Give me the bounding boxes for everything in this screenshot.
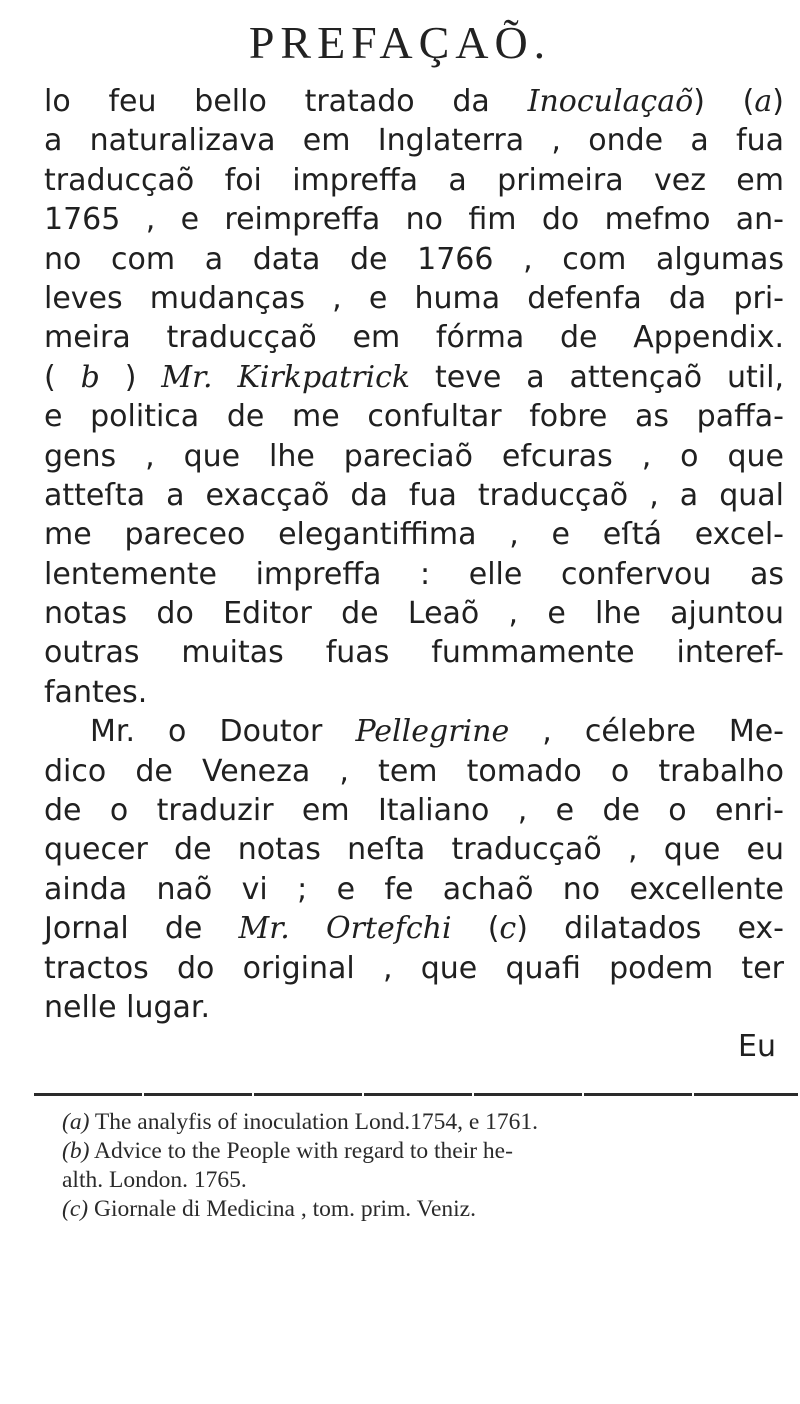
footnote-text: Advice to the People with regard to their he-	[89, 1138, 513, 1164]
footnote-text: alth. London. 1765.	[62, 1167, 247, 1193]
footnote-ref-a: a	[754, 84, 773, 119]
text-line	[44, 712, 784, 751]
footnote-mark: (a)	[62, 1109, 90, 1135]
person-name: Mr. Ortefchi	[238, 911, 452, 947]
text-line: gens , que lhe pareciaõ efcuras , o que	[44, 438, 784, 474]
text-line: me pareceo elegantiffima , e eſtá excel-	[44, 517, 784, 553]
text-run: Jornal de	[44, 911, 239, 947]
text-run: (	[451, 911, 500, 947]
text-line: a naturalizava em Inglaterra , onde a fua	[44, 123, 784, 159]
footnote	[62, 1137, 792, 1166]
text-line: dico de Veneza , tem tomado o trabalho	[44, 753, 784, 789]
catchword: Eu	[738, 1029, 776, 1065]
text-line	[44, 358, 784, 397]
footnote-mark: (b)	[62, 1138, 90, 1164]
text-line: fantes.	[44, 674, 148, 710]
person-name: Pellegrine	[355, 714, 510, 750]
footnotes	[62, 1108, 792, 1224]
text-run: )	[99, 359, 162, 395]
text-line: leves mudanças , e huma defenfa da pri-	[44, 280, 784, 316]
footnote-ref-b: b	[80, 359, 100, 395]
text-line: nelle lugar.	[44, 989, 211, 1025]
footnote	[62, 1108, 792, 1137]
person-name: Mr. Kirkpatrick	[161, 359, 411, 395]
running-head: PREFAÇAÕ.	[248, 17, 552, 68]
text-line: de o traduzir em Italiano , e de o enri-	[44, 793, 784, 829]
footnote	[62, 1195, 792, 1224]
text-run: lo feu bello tratado da	[44, 84, 528, 119]
body-text	[44, 82, 784, 1067]
text-run: ) (	[693, 84, 755, 119]
footnote-rule	[34, 1093, 798, 1096]
text-line	[44, 909, 784, 948]
text-line: ainda naõ vi ; e fe achaõ no excellente	[44, 871, 784, 907]
text-line: notas do Editor de Leaõ , e lhe ajuntou	[44, 596, 784, 632]
text-line: tractos do original , que quafi podem ter	[44, 950, 784, 986]
text-run: Mr. o Doutor	[90, 714, 356, 750]
text-line: lentemente impreffa : elle confervou as	[44, 556, 784, 592]
text-line: traducçaõ foi impreffa a primeira vez em	[44, 162, 784, 198]
footnote-text: Giornale di Medicina , tom. prim. Veniz.	[88, 1196, 476, 1222]
footnote-mark: (c)	[62, 1196, 89, 1222]
text-line: outras muitas fuas fummamente interef-	[44, 635, 784, 671]
text-line: quecer de notas neſta traducçaõ , que eu	[44, 832, 784, 868]
footnote	[62, 1166, 792, 1195]
footnote-text: The analyfis of inoculation Lond.1754, e 1761.	[89, 1109, 538, 1135]
text-run: ) dilatados ex-	[516, 911, 784, 947]
text-run: , célebre Me-	[509, 714, 784, 750]
text-line	[44, 82, 784, 121]
text-run: )	[772, 84, 784, 119]
footnote-ref-c: c	[499, 911, 517, 947]
text-line: 1765 , e reimpreffa no fim do mefmo an-	[44, 202, 784, 238]
book-title: Inoculaçaõ	[527, 84, 694, 119]
text-line: e politica de me confultar fobre as paffa-	[44, 399, 784, 435]
text-line: meira traducçaõ em fórma de Appendix.	[44, 320, 784, 356]
text-run: teve a attençaõ util,	[410, 359, 784, 395]
text-line: atteſta a exacçaõ da fua traducçaõ , a qual	[44, 477, 784, 513]
text-run: (	[44, 359, 81, 395]
text-line: no com a data de 1766 , com algumas	[44, 241, 784, 277]
